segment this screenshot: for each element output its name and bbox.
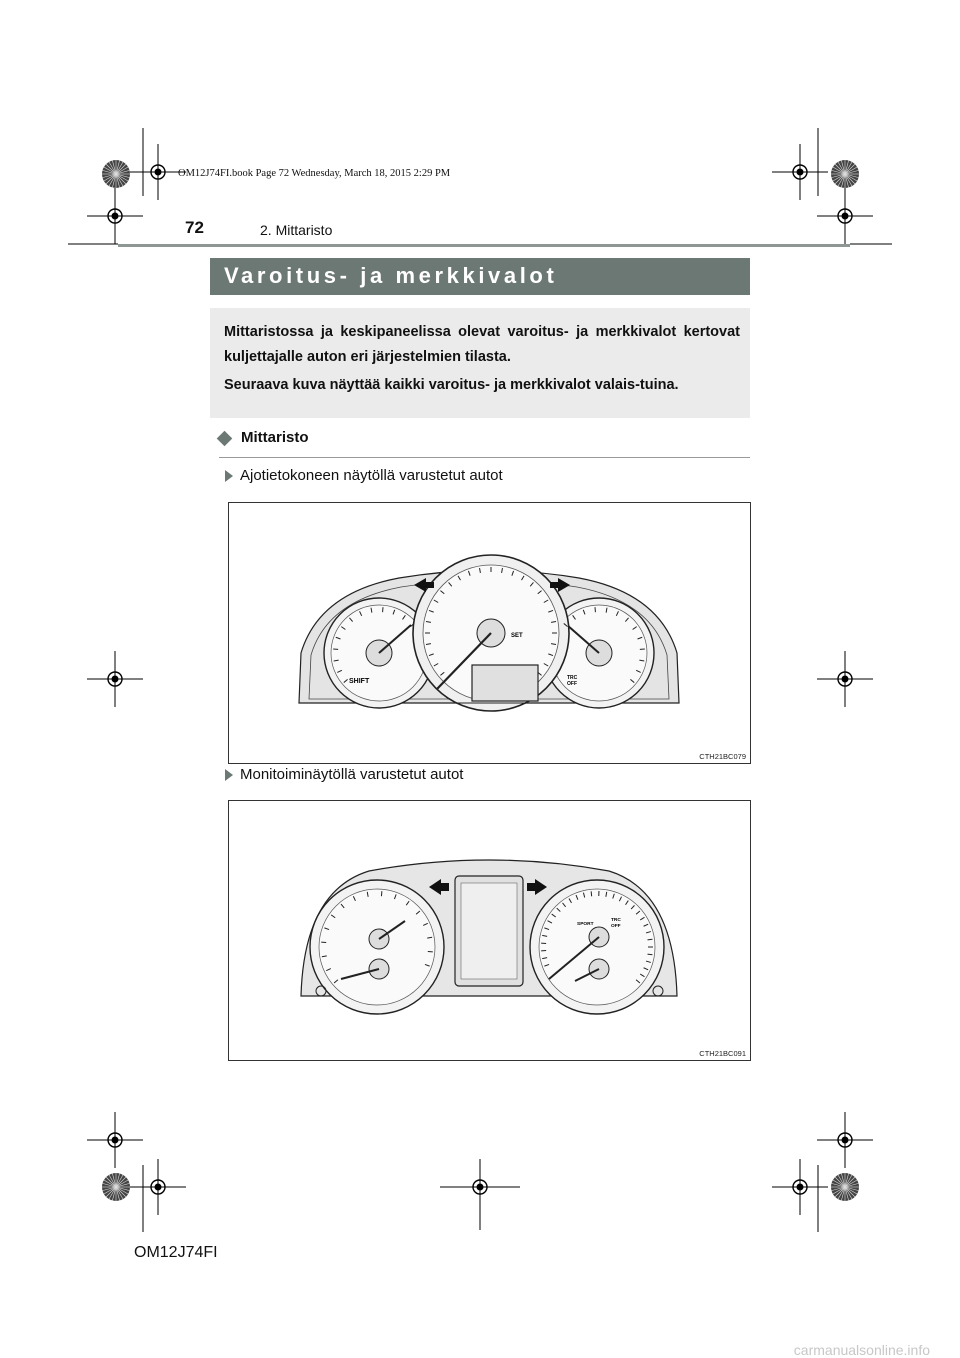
- trc-label: TRC: [611, 918, 621, 923]
- registration-crosshair-icon: [772, 144, 828, 200]
- gauge-tick: [648, 939, 653, 940]
- registration-crosshair-icon: [817, 1112, 873, 1168]
- registration-crosshair-icon: [87, 188, 143, 244]
- sport-label: SPORT: [577, 922, 594, 927]
- watermark: carmanualsonline.info: [793, 1342, 930, 1358]
- figure1-code: CTH21BC079: [699, 752, 746, 761]
- diamond-icon: [217, 431, 233, 447]
- title-bar: [210, 258, 750, 295]
- shift-label: SHIFT: [349, 678, 370, 685]
- intro-paragraph-1: Mittaristossa ja keskipaneelissa olevat varoitus- ja merkkivalot kertovat kuljettajalle auton eri järjestelmien tilasta.: [224, 324, 740, 365]
- figure2-caption-text: Monitoiminäytöllä varustetut autot: [240, 766, 464, 783]
- registration-starburst-icon: [831, 160, 859, 188]
- registration-crosshair-icon: [87, 1112, 143, 1168]
- intro-paragraph-2: Seuraava kuva näyttää kaikki varoitus- ja merkkivalot valais-tuina.: [224, 377, 679, 393]
- trc-label: TRC: [567, 675, 578, 681]
- registration-starburst-icon: [102, 160, 130, 188]
- subsection-heading: [219, 429, 750, 458]
- book-header: OM12J74FI.book Page 72 Wednesday, March 18, 2015 2:29 PM: [178, 168, 451, 179]
- registration-crosshair-icon: [772, 1159, 828, 1215]
- triangle-bullet-icon: [225, 470, 233, 482]
- registration-starburst-icon: [831, 1173, 859, 1201]
- intro-box: [210, 308, 750, 418]
- figure2-code: CTH21BC091: [699, 1049, 746, 1058]
- figure1-cluster-trip-computer: [228, 502, 751, 764]
- set-label: SET: [511, 633, 523, 639]
- figure2-cluster-multi-display: [228, 800, 751, 1061]
- registration-crosshair-icon: [817, 651, 873, 707]
- off-label: OFF: [567, 681, 577, 687]
- header-rule: [118, 244, 850, 247]
- registration-crosshair-icon: [130, 1159, 186, 1215]
- subsection-label: Mittaristo: [241, 429, 309, 446]
- figure1-caption-text: Ajotietokoneen näytöllä varustetut autot: [240, 467, 503, 484]
- gauge-tick: [648, 954, 653, 955]
- gauge-tick: [591, 891, 592, 896]
- document-code: OM12J74FI: [134, 1244, 218, 1261]
- triangle-bullet-icon: [225, 769, 233, 781]
- off-label: OFF: [611, 924, 621, 929]
- page-number: 72: [185, 218, 204, 237]
- section-title: 2. Mittaristo: [260, 222, 333, 238]
- registration-crosshair-icon: [817, 188, 873, 244]
- registration-crosshair-icon: [87, 651, 143, 707]
- registration-starburst-icon: [102, 1173, 130, 1201]
- page-title: Varoitus- ja merkkivalot: [224, 263, 558, 288]
